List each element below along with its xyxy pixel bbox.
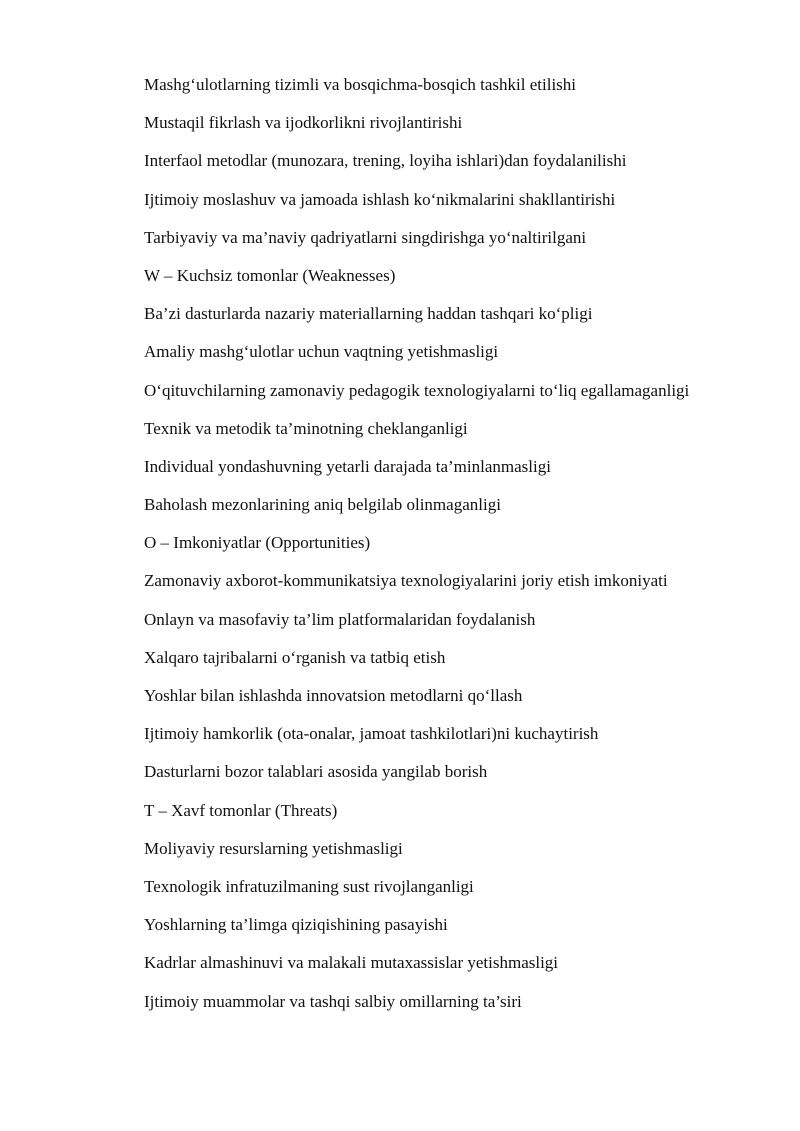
paragraph: Texnik va metodik ta’minotning cheklanganligi <box>144 418 468 438</box>
paragraph: Xalqaro tajribalarni o‘rganish va tatbiq etish <box>144 647 446 667</box>
paragraph: Individual yondashuvning yetarli darajada ta’minlanmasligi <box>144 456 551 476</box>
paragraph: Interfaol metodlar (munozara, trening, loyiha ishlari)dan foydalanilishi <box>144 151 627 171</box>
paragraph: Mustaqil fikrlash va ijodkorlikni rivojlantirishi <box>144 113 463 133</box>
paragraph: O‘qituvchilarning zamonaviy pedagogik texnologiyalarni to‘liq egallamaganligi <box>144 380 690 400</box>
paragraph: Ijtimoiy moslashuv va jamoada ishlash ko‘nikmalarini shakllantirishi <box>144 189 616 209</box>
paragraph: Tarbiyaviy va ma’naviy qadriyatlarni singdirishga yo‘naltirilgani <box>144 227 587 247</box>
paragraph: Dasturlarni bozor talablari asosida yangilab borish <box>144 762 488 782</box>
paragraph: Moliyaviy resurslarning yetishmasligi <box>144 838 403 858</box>
paragraph: Onlayn va masofaviy ta’lim platformalaridan foydalanish <box>144 609 536 629</box>
paragraph: Ba’zi dasturlarda nazariy materiallarning haddan tashqari ko‘pligi <box>144 304 593 324</box>
paragraph: Texnologik infratuzilmaning sust rivojlanganligi <box>144 876 474 896</box>
paragraph: Ijtimoiy hamkorlik (ota-onalar, jamoat tashkilotlari)ni kuchaytirish <box>144 724 599 744</box>
paragraph: Ijtimoiy muammolar va tashqi salbiy omillarning ta’siri <box>144 991 522 1011</box>
section-heading-threats: T – Xavf tomonlar (Threats) <box>144 800 338 820</box>
paragraph: Amaliy mashg‘ulotlar uchun vaqtning yetishmasligi <box>144 342 499 362</box>
document-body <box>115 74 727 1029</box>
paragraph: Baholash mezonlarining aniq belgilab olinmaganligi <box>144 495 501 515</box>
paragraph: Kadrlar almashinuvi va malakali mutaxassislar yetishmasligi <box>144 953 559 973</box>
paragraph: Zamonaviy axborot-kommunikatsiya texnologiyalarini joriy etish imkoniyati <box>144 571 668 591</box>
paragraph: Yoshlar bilan ishlashda innovatsion metodlarni qo‘llash <box>144 686 523 705</box>
section-heading-weaknesses: W – Kuchsiz tomonlar (Weaknesses) <box>144 265 396 285</box>
paragraph: Yoshlarning ta’limga qiziqishining pasayishi <box>144 915 448 935</box>
paragraph: Mashg‘ulotlarning tizimli va bosqichma-bosqich tashkil etilishi <box>144 75 577 94</box>
section-heading-opportunities: O – Imkoniyatlar (Opportunities) <box>144 533 371 553</box>
